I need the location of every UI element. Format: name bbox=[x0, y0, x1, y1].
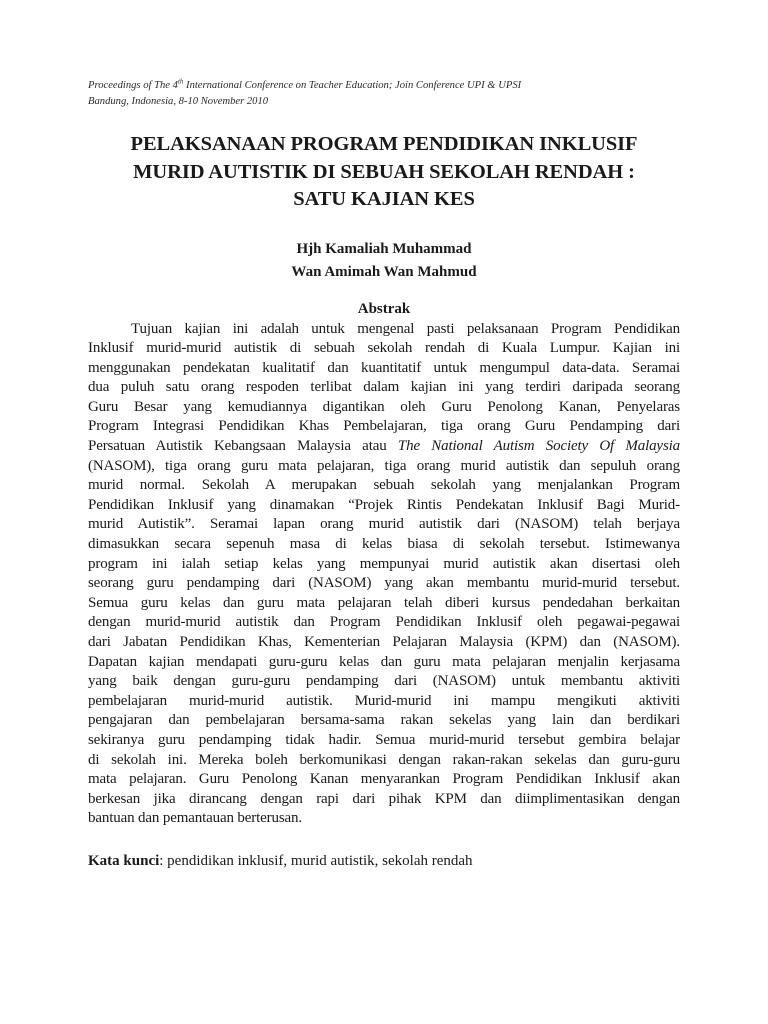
abstract-line: dengan murid-murid autistik dan Program Pendidikan Inklusif oleh pegawai-pegawai bbox=[88, 614, 680, 631]
title-line: MURID AUTISTIK DI SEBUAH SEKOLAH RENDAH : bbox=[133, 160, 635, 183]
abstract-line: pembelajaran murid-murid autistik. Murid-murid ini mampu mengikuti aktiviti bbox=[88, 692, 680, 709]
author-list bbox=[88, 238, 680, 284]
abstract-line: Dapatan kajian mendapati guru-guru kelas dan guru mata pelajaran menjalin kerjasama bbox=[88, 653, 680, 670]
proceedings-line-2: Bandung, Indonesia, 8-10 November 2010 bbox=[88, 96, 269, 107]
abstract-line: (NASOM), tiga orang guru mata pelajaran, tiga orang murid autistik dan sepuluh orang bbox=[88, 457, 680, 474]
abstract-line: berkesan jika dirancang dengan rapi dari pihak KPM dan diimplimentasikan dengan bbox=[88, 790, 680, 807]
paper-title bbox=[88, 131, 680, 214]
abstract-line: di sekolah ini. Mereka boleh berkomunikasi dengan rakan-rakan sekelas dan guru-guru bbox=[88, 751, 680, 768]
abstract-line: sekiranya guru pendamping tidak hadir. Semua murid-murid tersebut gembira belajar bbox=[88, 731, 680, 748]
abstract-line: menggunakan pendekatan kualitatif dan kuantitatif untuk mengumpul data-data. Seramai bbox=[88, 359, 680, 376]
abstract-line: Persatuan Autistik Kebangsaan Malaysia atau The National Autism Society Of Malaysia bbox=[88, 438, 680, 455]
keywords-text: : pendidikan inklusif, murid autistik, sekolah rendah bbox=[159, 852, 473, 869]
abstract-line: murid Autistik”. Seramai lapan orang murid autistik dari (NASOM) telah berjaya bbox=[88, 516, 680, 533]
abstract-line: yang baik dengan guru-guru pendamping dari (NASOM) untuk membantu aktiviti bbox=[88, 673, 680, 690]
organization-name: The National Autism Society Of Malaysia bbox=[397, 438, 680, 455]
author-name: Wan Amimah Wan Mahmud bbox=[291, 263, 477, 280]
keywords-label: Kata kunci bbox=[88, 852, 160, 869]
abstract-line: Guru Besar yang kemudiannya digantikan oleh Guru Penolong Kanan, Penyelaras bbox=[88, 398, 680, 415]
proceedings-line-1: Proceedings of The 4th International Conference on Teacher Education; Join Conference UPI & UPSI bbox=[88, 77, 522, 91]
title-line: SATU KAJIAN KES bbox=[293, 188, 475, 210]
author-name: Hjh Kamaliah Muhammad bbox=[296, 240, 472, 257]
keywords bbox=[88, 851, 680, 871]
abstract-line: murid normal. Sekolah A merupakan sebuah sekolah yang menjalankan Program bbox=[88, 477, 680, 494]
proceedings-header bbox=[88, 78, 680, 110]
abstract-line: Pendidikan Inklusif yang dinamakan “Projek Rintis Pendekatan Inklusif Bagi Murid- bbox=[88, 496, 680, 513]
abstract-line: dua puluh satu orang respoden terlibat dalam kajian ini yang terdiri daripada seorang bbox=[88, 379, 680, 396]
title-line: PELAKSANAAN PROGRAM PENDIDIKAN INKLUSIF bbox=[130, 133, 638, 155]
abstract-line: pengajaran dan pembelajaran bersama-sama rakan sekelas yang lain dan berdikari bbox=[88, 712, 680, 729]
abstract-body bbox=[88, 320, 680, 829]
abstract-line: dari Jabatan Pendidikan Khas, Kementerian Pelajaran Malaysia (KPM) dan (NASOM). bbox=[88, 634, 680, 650]
abstract-line: program ini ialah setiap kelas yang mempunyai murid autistik akan disertasi oleh bbox=[88, 555, 680, 572]
abstract-line: dimasukkan secara sepenuh masa di kelas biasa di sekolah tersebut. Istimewanya bbox=[88, 536, 680, 553]
abstract-line: seorang guru pendamping dari (NASOM) yang akan membantu murid-murid tersebut. bbox=[88, 575, 680, 592]
abstract-line: mata pelajaran. Guru Penolong Kanan menyarankan Program Pendidikan Inklusif akan bbox=[88, 771, 680, 788]
abstract-heading: Abstrak bbox=[357, 300, 411, 317]
paper-page bbox=[88, 78, 680, 871]
abstract-line: Tujuan kajian ini adalah untuk mengenal pasti pelaksanaan Program Pendidikan bbox=[131, 320, 680, 337]
abstract-line: bantuan dan pemantauan berterusan. bbox=[88, 810, 302, 827]
abstract-line: Program Integrasi Pendidikan Khas Pembelajaran, tiga orang Guru Pendamping dari bbox=[88, 418, 680, 435]
abstract-line: Semua guru kelas dan guru mata pelajaran telah diberi kursus pendedahan berkaitan bbox=[88, 594, 680, 611]
abstract-line: Inklusif murid-murid autistik di sebuah sekolah rendah di Kuala Lumpur. Kajian ini bbox=[88, 340, 680, 357]
